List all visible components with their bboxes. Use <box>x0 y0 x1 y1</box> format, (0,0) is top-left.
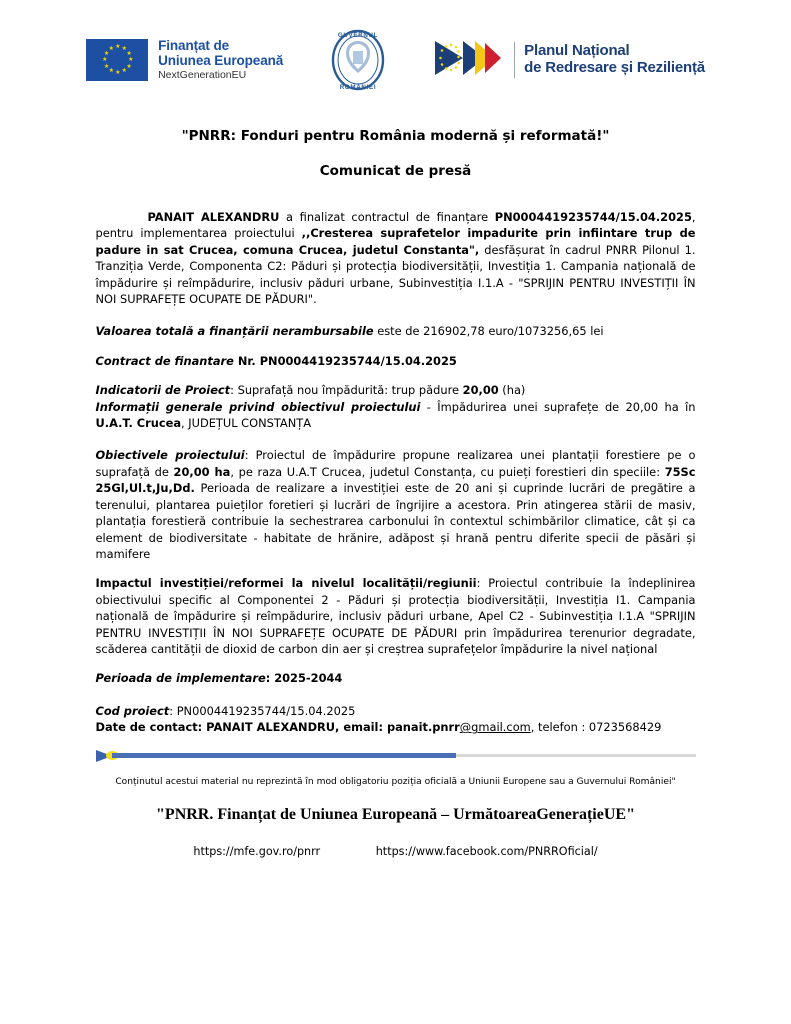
paragraph-indicators <box>96 382 696 398</box>
impact-text: : Proiectul contribuie la îndeplinirea obiectivului specific al Componentei 2 - Păduri și protecția biodiversității, Investiția I1. Campania națională de împădurire și reîmpădurire, inclusiv păduri urbane, Apel C2 - Subinvestiția I.1.A "SPRIJIN PENTRU INVESTIȚII ÎN NOI SUPRAFEȚE OCUPATE DE PĂDURI prin împădurirea terenurior degradate, scăderea cantității de dioxid de carbon din aer și creștrea suprafețelor împădurire la nivel național <box>95 576 696 656</box>
eu-logo-line2: Uniunea Europeană <box>158 53 284 69</box>
period-text: : 2025-2044 <box>265 671 343 686</box>
document-body <box>96 179 696 736</box>
eu-star-icon <box>109 69 113 73</box>
eu-star-icon <box>104 65 108 69</box>
footer-title: "PNRR. Finanțat de Uniunea Europeană – UrmătoareaGenerațieUE" <box>156 806 635 823</box>
intro-text-3: desfășurat în cadrul PNRR Pilonul 1. Tranziția Verde, Componenta C2: Păduri și protecția biodiversității, Investiția 1. Campania națională de împădurire și reîmpădurire, inclusiv păduri urbane, Subinvestiția I.1.A - "SPRIJIN PENTRU INVESTIȚII ÎN NOI SUPRAFEȚE OCUPATE DE PĂDURI". <box>95 242 696 307</box>
objectives-text-3: Perioada de realizare a investiției este de 20 ani și cuprinde lucrări de pregătire a terenului, plantarea puieților foretieri și lucrări de îngrijire a acestora. Prin atingerea stării de masiv, plantația forestieră contribuie la sechestrarea carbonului în contextul schimbărilor climatice, cât și ca element de biodiversitate - habitate de hrănire, adăpost și hrană pentru diferite specii de păsări și mamifere <box>95 481 696 561</box>
pnrr-logo-line2: de Redresare și Reziliență <box>524 59 705 76</box>
contact-text-1: : PANAIT ALEXANDRU, email: panait.pnrr <box>197 720 460 735</box>
pnrr-logo-line1: Planul Național <box>524 42 630 60</box>
decoration-gray-line <box>456 754 696 757</box>
paragraph-project-code <box>96 703 696 719</box>
decoration-blue-line <box>112 753 456 758</box>
period-label: Perioada de implementare <box>95 671 266 686</box>
project-title: ,,Cresterea suprafetelor impadurite prin infiintare trup de padure in sat Crucea, comuna Crucea, judetul Constanta", <box>95 226 696 257</box>
eu-star-icon <box>115 71 119 75</box>
value-label: Valoarea totală a finanțării nerambursabile <box>95 324 374 339</box>
svg-text:GUVERNUL: GUVERNUL <box>338 32 379 39</box>
eu-logo-line3: NextGenerationEU <box>158 69 247 82</box>
general-info-text-after: , JUDEȚUL CONSTANȚA <box>181 416 311 431</box>
svg-text:ROMÂNIEI: ROMÂNIEI <box>339 84 377 91</box>
indicators-value: 20,00 <box>462 383 499 398</box>
footer-decoration-bar <box>96 748 696 762</box>
intro-text-2: , pentru implementarea proiectului <box>95 210 696 241</box>
document-title: "PNRR: Fonduri pentru România modernă și reformată!" <box>181 128 610 144</box>
eu-star-icon <box>128 58 132 62</box>
objectives-area: 20,00 ha <box>173 464 231 479</box>
eu-star-icon <box>115 45 119 49</box>
contact-label: Date de contact <box>95 720 198 735</box>
objectives-species: 75Sc 25Gl,Ul.t,Ju,Dd. <box>95 464 696 496</box>
pnrr-logo <box>433 37 705 83</box>
general-info-text: - Împădurirea unei suprafețe de 20,00 ha în <box>420 399 696 414</box>
footer-links <box>0 845 791 858</box>
pnrr-logo-text <box>524 43 705 77</box>
project-code-text: : PN0004419235744/15.04.2025 <box>169 703 356 718</box>
logo-bar <box>0 0 791 91</box>
paragraph-value <box>96 323 696 339</box>
eu-flag-icon <box>86 39 148 81</box>
indicators-text-after: (ha) <box>498 383 526 398</box>
intro-text-1: a finalizat contractul de finanțare <box>279 210 495 224</box>
eu-star-icon <box>122 47 126 51</box>
eu-star-icon <box>122 69 126 73</box>
contact-email-link[interactable]: @gmail.com <box>459 720 531 735</box>
general-info-uat: U.A.T. Crucea <box>95 416 182 431</box>
objectives-text-1: : Proiectul de împădurire propune realizarea unei plantații forestiere pe o suprafață de <box>95 448 696 479</box>
footer-disclaimer: Conținutul acestui material nu reprezintă în mod obligatoriu poziția oficială a Uniunii Europene sau a Guvernului României" <box>115 777 676 787</box>
footer-link-facebook[interactable]: https://www.facebook.com/PNRROficial/ <box>375 845 598 858</box>
objectives-text-2: , pe raza U.A.T Crucea, judetul Constanța, cu puieți forestieri din speciile: <box>230 464 665 479</box>
paragraph-objectives <box>96 447 696 562</box>
contract-label: Contract de finantare <box>95 353 234 368</box>
pnrr-arrows-icon <box>433 37 505 83</box>
value-text: este de 216902,78 euro/1073256,65 lei <box>373 324 604 339</box>
eu-star-icon <box>126 52 130 56</box>
paragraph-contract <box>96 353 696 369</box>
eu-logo-text <box>158 38 283 82</box>
paragraph-impact <box>96 575 696 657</box>
eu-funding-logo <box>86 38 283 82</box>
contract-number-inline: PN0004419235744/15.04.2025 <box>494 210 692 224</box>
paragraph-general-info <box>96 399 696 432</box>
pnrr-logo-divider <box>514 42 515 78</box>
indicators-label: Indicatorii de Proiect <box>95 383 231 398</box>
eu-star-icon <box>109 47 113 51</box>
footer-link-mfe[interactable]: https://mfe.gov.ro/pnrr <box>193 845 321 858</box>
paragraph-contact <box>96 719 696 735</box>
general-info-label: Informații generale privind obiectivul proiectului <box>95 399 421 414</box>
beneficiary-name: PANAIT ALEXANDRU <box>147 210 280 224</box>
paragraph-intro <box>96 209 696 307</box>
contract-text: Nr. PN0004419235744/15.04.2025 <box>233 353 457 368</box>
impact-label: Impactul investiției/reformei la nivelul localității/regiunii <box>95 576 477 591</box>
eu-star-icon <box>104 52 108 56</box>
romanian-government-seal-icon <box>329 27 387 93</box>
eu-logo-line1: Finanțat de <box>158 38 229 54</box>
paragraph-period <box>96 670 696 686</box>
document-footer <box>0 748 791 858</box>
indicators-text: : Suprafață nou împădurită: trup pădure <box>230 383 463 398</box>
eu-star-icon <box>102 58 106 62</box>
contact-text-2: , telefon : 0723568429 <box>530 720 662 735</box>
document-subtitle: Comunicat de presă <box>319 163 472 179</box>
objectives-label: Obiectivele proiectului <box>95 448 245 463</box>
project-code-label: Cod proiect <box>95 703 170 718</box>
